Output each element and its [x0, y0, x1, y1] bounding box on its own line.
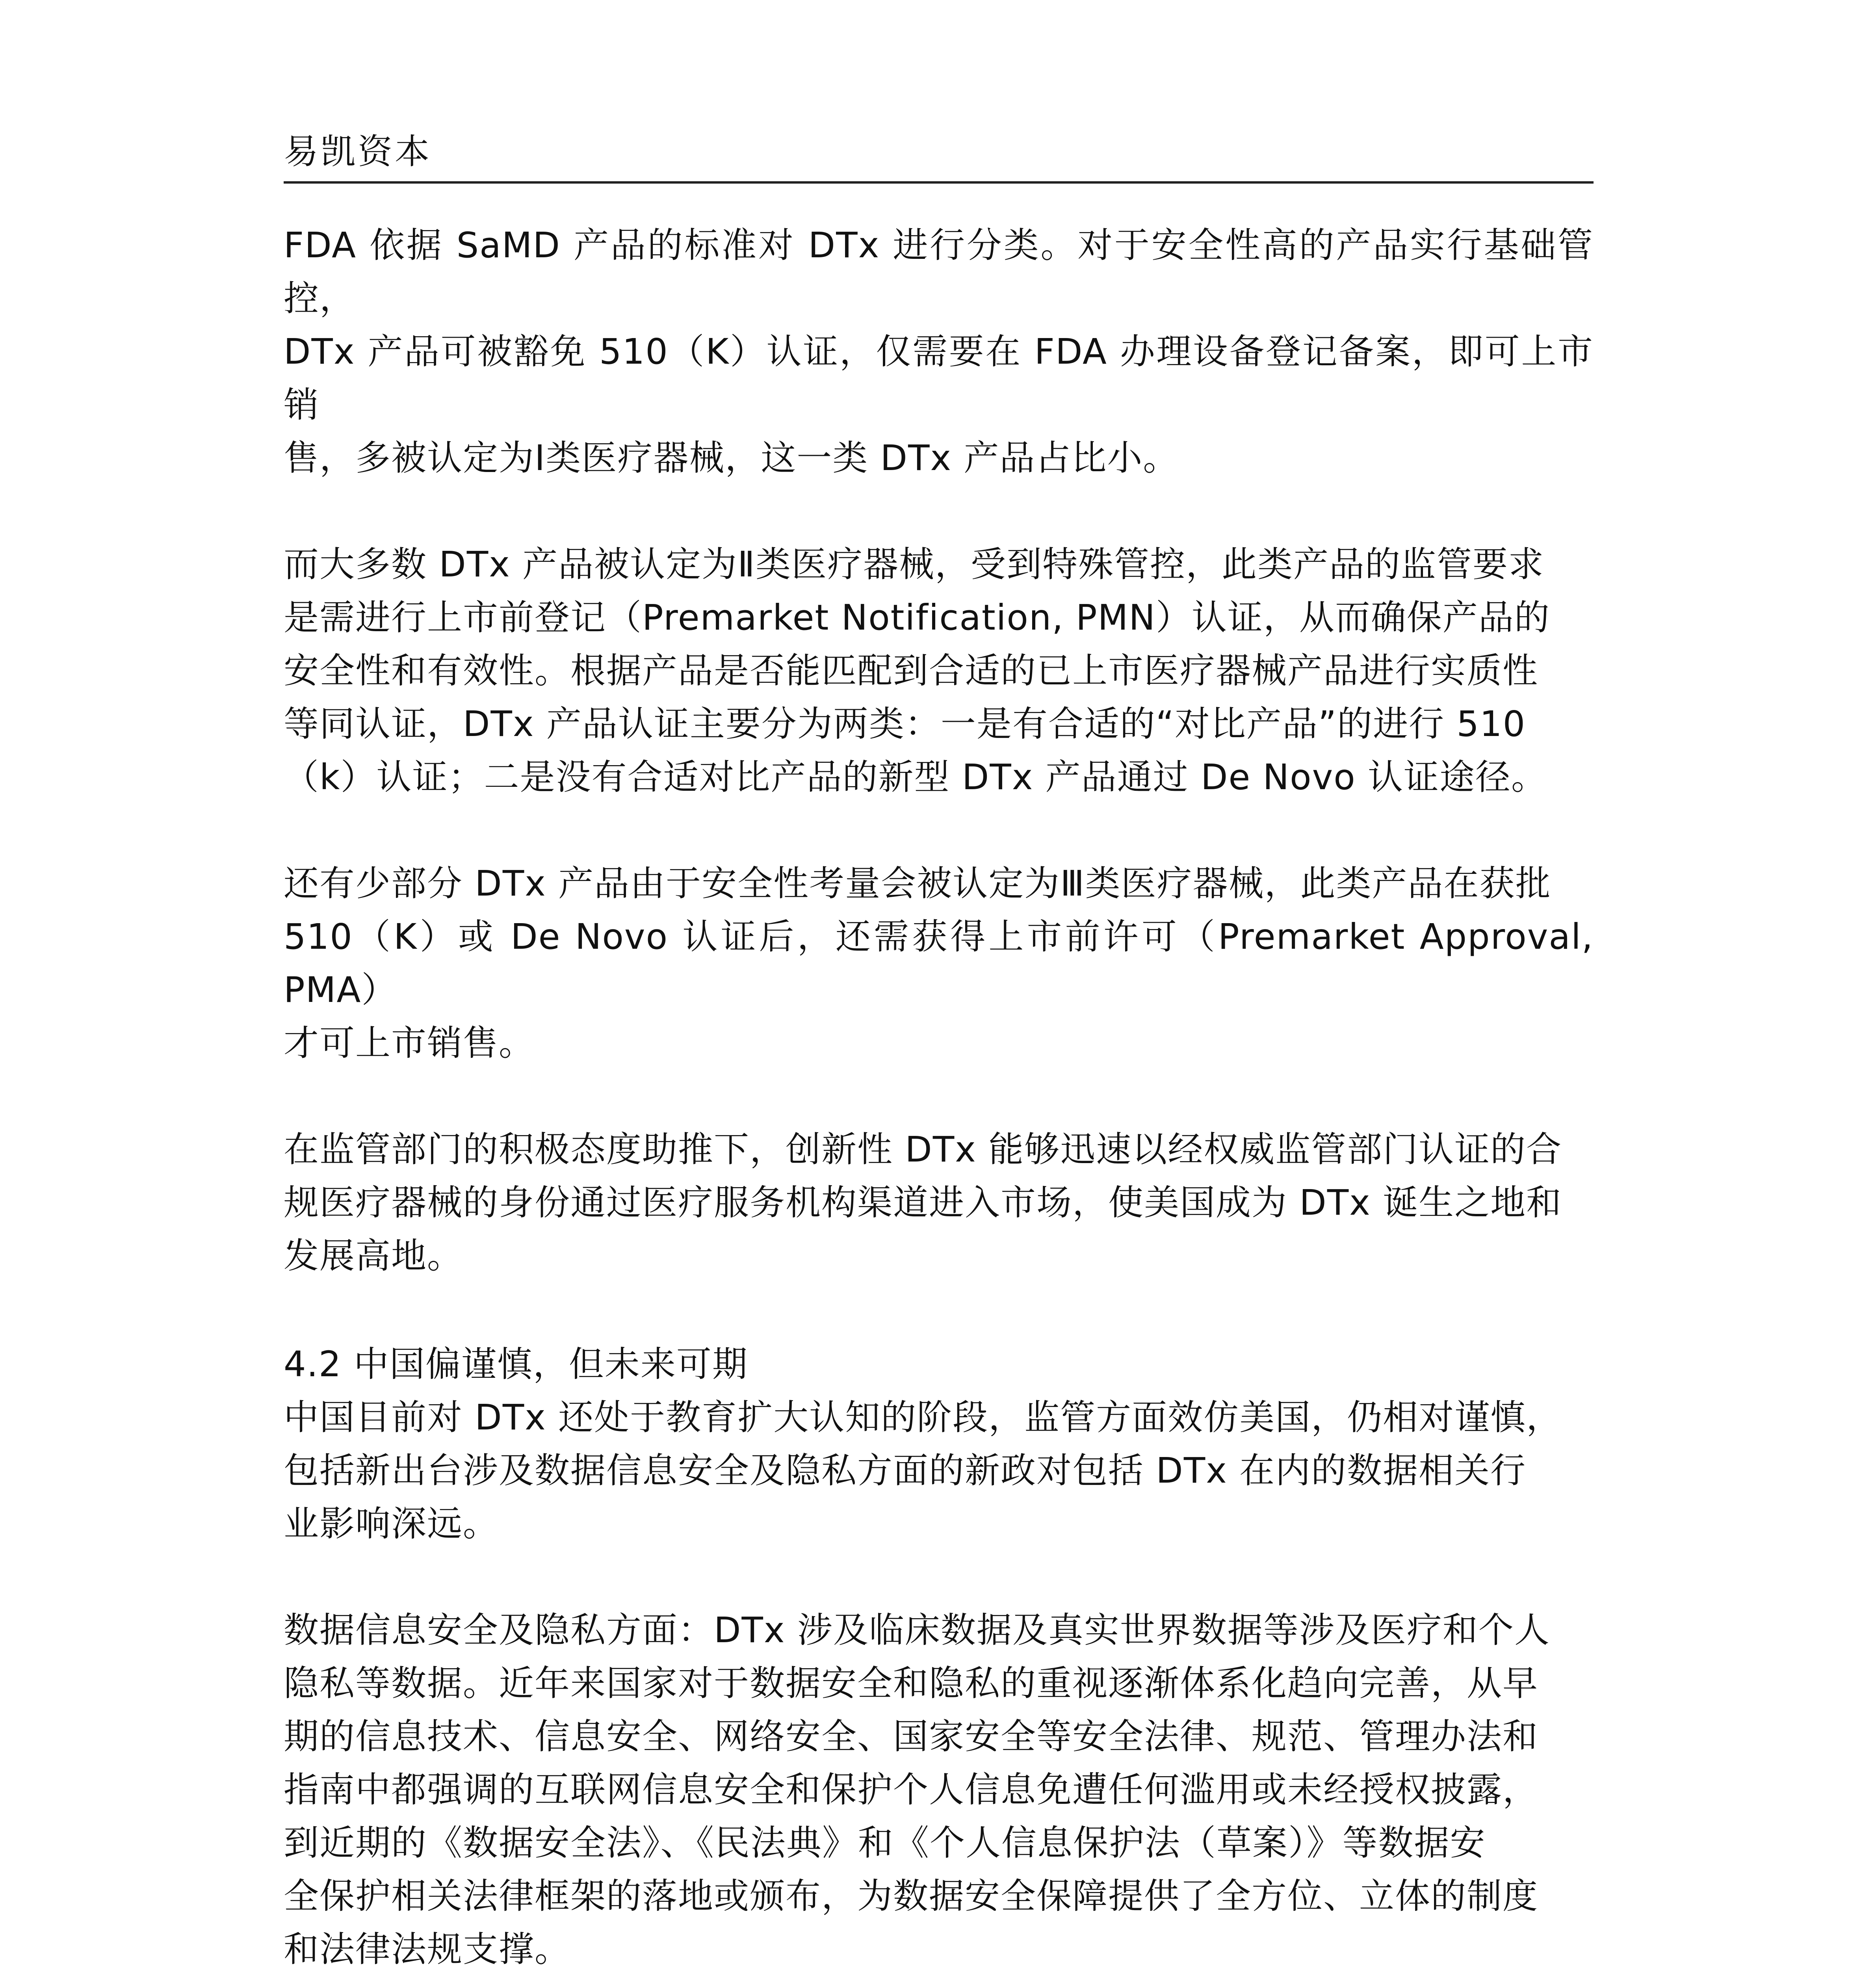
paragraph-china-intro: 中国目前对 DTx 还处于教育扩大认知的阶段，监管方面效仿美国，仍相对谨慎， 包括新出台涉及数据信息安全及隐私方面的新政对包括 DTx 在内的数据相关行 业影响深远。 — [284, 1397, 1562, 1544]
paragraph-class-three: 还有少部分 DTx 产品由于安全性考量会被认定为Ⅲ类医疗器械，此类产品在获批 510（K）或 De Novo 认证后，还需获得上市前许可（Premarket Approval, PMA） 才可上市销售。 — [284, 863, 1594, 1063]
page-header — [284, 130, 1594, 184]
paragraph-fda-classification: FDA 依据 SaMD 产品的标准对 DTx 进行分类。对于安全性高的产品实行基础管控， DTx 产品可被豁免 510（K）认证，仅需要在 FDA 办理设备登记备案，即可上市销 售，多被认定为Ⅰ类医疗器械，这一类 DTx 产品占比小。 — [284, 225, 1594, 478]
paragraph-class-two: 而大多数 DTx 产品被认定为Ⅱ类医疗器械，受到特殊管控，此类产品的监管要求 是需进行上市前登记（Premarket Notification, PMN）认证，从而确保产品的 安全性和有效性。根据产品是否能匹配到合适的已上市医疗器械产品进行实质性 等同认证，DTx 产品认证主要分为两类：一是有合适的“对比产品”的进行 510 （k）认证；二是没有合适对比产品的新型 DTx 产品通过 De Novo 认证途径。 — [284, 544, 1550, 797]
document-body — [284, 219, 1594, 1970]
section-heading: 4.2 中国偏谨慎，但未来可期 — [284, 1344, 748, 1385]
paragraph-us-summary: 在监管部门的积极态度助推下，创新性 DTx 能够迅速以经权威监管部门认证的合 规医疗器械的身份通过医疗服务机构渠道进入市场，使美国成为 DTx 诞生之地和 发展高地。 — [284, 1129, 1562, 1276]
header-title: 易凯资本 — [284, 131, 432, 172]
paragraph-data-security: 数据信息安全及隐私方面：DTx 涉及临床数据及真实世界数据等涉及医疗和个人 隐私等数据。近年来国家对于数据安全和隐私的重视逐渐体系化趋向完善，从早 期的信息技术、信息安全、网络安全、国家安全等安全法律、规范、管理办法和 指南中都强调的互联网信息安全和保护个人信息免遭任何滥用或未经授权披露， 到近期的《数据安全法》、《民法典》和《个人信息保护法（草案）》等数据安 全保护相关法律框架的落地或颁布，为数据安全保障提供了全方位、立体的制度 和法律法规支撑。 — [284, 1609, 1550, 1970]
